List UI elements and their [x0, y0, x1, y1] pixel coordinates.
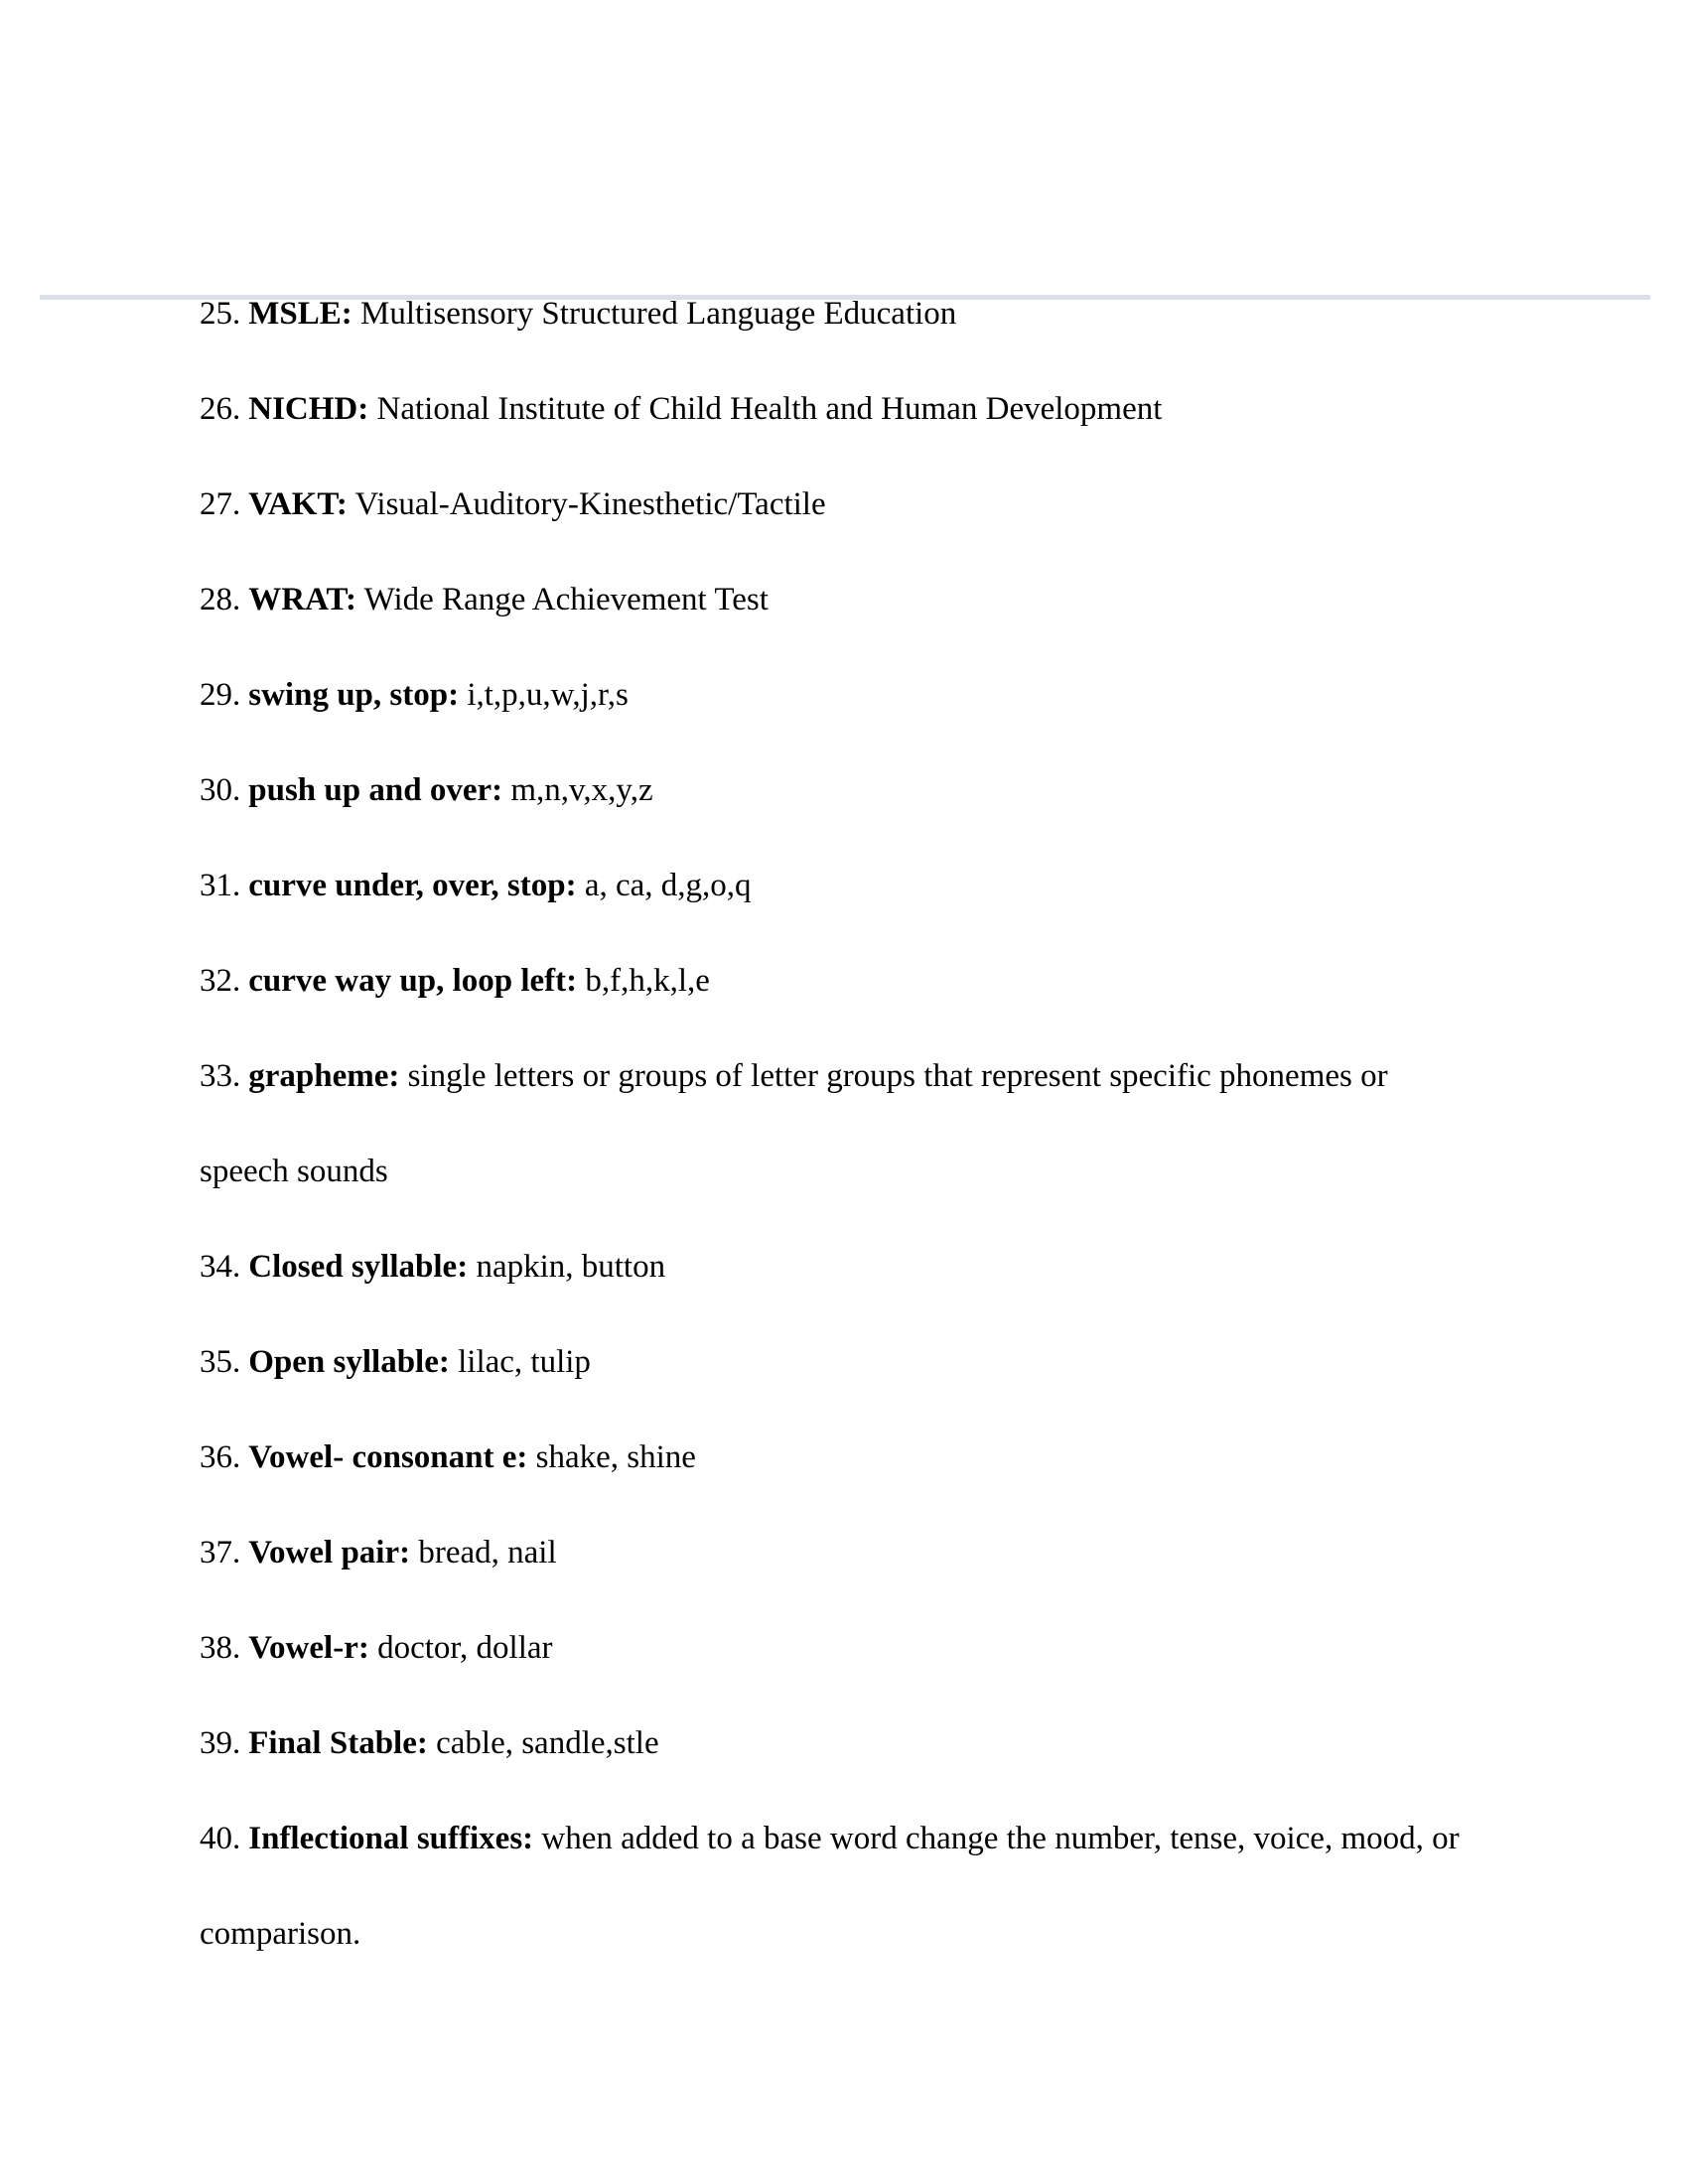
item-definition: when added to a base word change the number, tense, voice, mood, or: [533, 1821, 1460, 1856]
glossary-item: [200, 743, 1510, 838]
item-number: 39.: [200, 1725, 241, 1761]
item-term: Vowel-r:: [248, 1630, 369, 1666]
item-number: 25.: [200, 296, 241, 332]
item-term: MSLE:: [248, 296, 352, 332]
item-definition: single letters or groups of letter groups that represent specific phonemes or: [399, 1058, 1388, 1094]
item-number: 27.: [200, 486, 241, 522]
glossary-item: [200, 1600, 1510, 1696]
item-term: Open syllable:: [248, 1344, 450, 1380]
item-term: NICHD:: [248, 391, 369, 427]
item-term: Final Stable:: [248, 1725, 428, 1761]
item-definition: m,n,v,x,y,z: [502, 772, 653, 808]
glossary-item: [200, 647, 1510, 743]
item-term: VAKT:: [248, 486, 348, 522]
glossary-item: [200, 1505, 1510, 1600]
glossary-item: [200, 1314, 1510, 1410]
item-term: swing up, stop:: [248, 677, 460, 713]
item-definition: shake, shine: [527, 1439, 696, 1475]
item-number: 29.: [200, 677, 241, 713]
glossary-item: [200, 1410, 1510, 1505]
item-definition: i,t,p,u,w,j,r,s: [459, 677, 629, 713]
item-number: 30.: [200, 772, 241, 808]
item-definition: b,f,h,k,l,e: [577, 963, 710, 999]
item-number: 36.: [200, 1439, 241, 1475]
glossary-item: [200, 1219, 1510, 1314]
item-number: 28.: [200, 582, 241, 617]
item-definition: Multisensory Structured Language Education: [352, 296, 957, 332]
item-term: Inflectional suffixes:: [248, 1821, 534, 1856]
item-term: WRAT:: [248, 582, 357, 617]
item-definition: doctor, dollar: [368, 1630, 553, 1666]
glossary-item: [200, 838, 1510, 933]
glossary-item: [200, 266, 1510, 361]
item-definition: National Institute of Child Health and Human Development: [368, 391, 1163, 427]
glossary-item: [200, 361, 1510, 457]
item-number: 34.: [200, 1249, 241, 1285]
item-definition: a, ca, d,g,o,q: [576, 868, 752, 903]
item-term: Vowel- consonant e:: [248, 1439, 528, 1475]
item-definition: cable, sandle,stle: [427, 1725, 659, 1761]
glossary-item: [200, 933, 1510, 1028]
item-term: push up and over:: [248, 772, 503, 808]
item-number: 33.: [200, 1058, 241, 1094]
glossary-item: [200, 1791, 1510, 1886]
item-number: 32.: [200, 963, 241, 999]
item-number: 40.: [200, 1821, 241, 1856]
item-number: 31.: [200, 868, 241, 903]
glossary-item: [200, 457, 1510, 552]
item-number: 37.: [200, 1535, 241, 1570]
item-number: 38.: [200, 1630, 241, 1666]
glossary-item: [200, 1028, 1510, 1124]
item-term: curve way up, loop left:: [248, 963, 578, 999]
item-term: curve under, over, stop:: [248, 868, 577, 903]
item-term: Vowel pair:: [248, 1535, 411, 1570]
item-definition-continuation: comparison.: [200, 1916, 361, 1952]
item-number: 35.: [200, 1344, 241, 1380]
item-definition: lilac, tulip: [449, 1344, 591, 1380]
glossary-item: [200, 1696, 1510, 1791]
item-definition: Visual-Auditory-Kinesthetic/Tactile: [347, 486, 826, 522]
item-definition: Wide Range Achievement Test: [356, 582, 769, 617]
item-number: 26.: [200, 391, 241, 427]
item-definition: napkin, button: [468, 1249, 666, 1285]
item-definition: bread, nail: [410, 1535, 557, 1570]
glossary-list: [200, 266, 1510, 1981]
item-term: Closed syllable:: [248, 1249, 469, 1285]
item-term: grapheme:: [248, 1058, 400, 1094]
glossary-item: [200, 552, 1510, 647]
item-definition-continuation: speech sounds: [200, 1154, 388, 1189]
